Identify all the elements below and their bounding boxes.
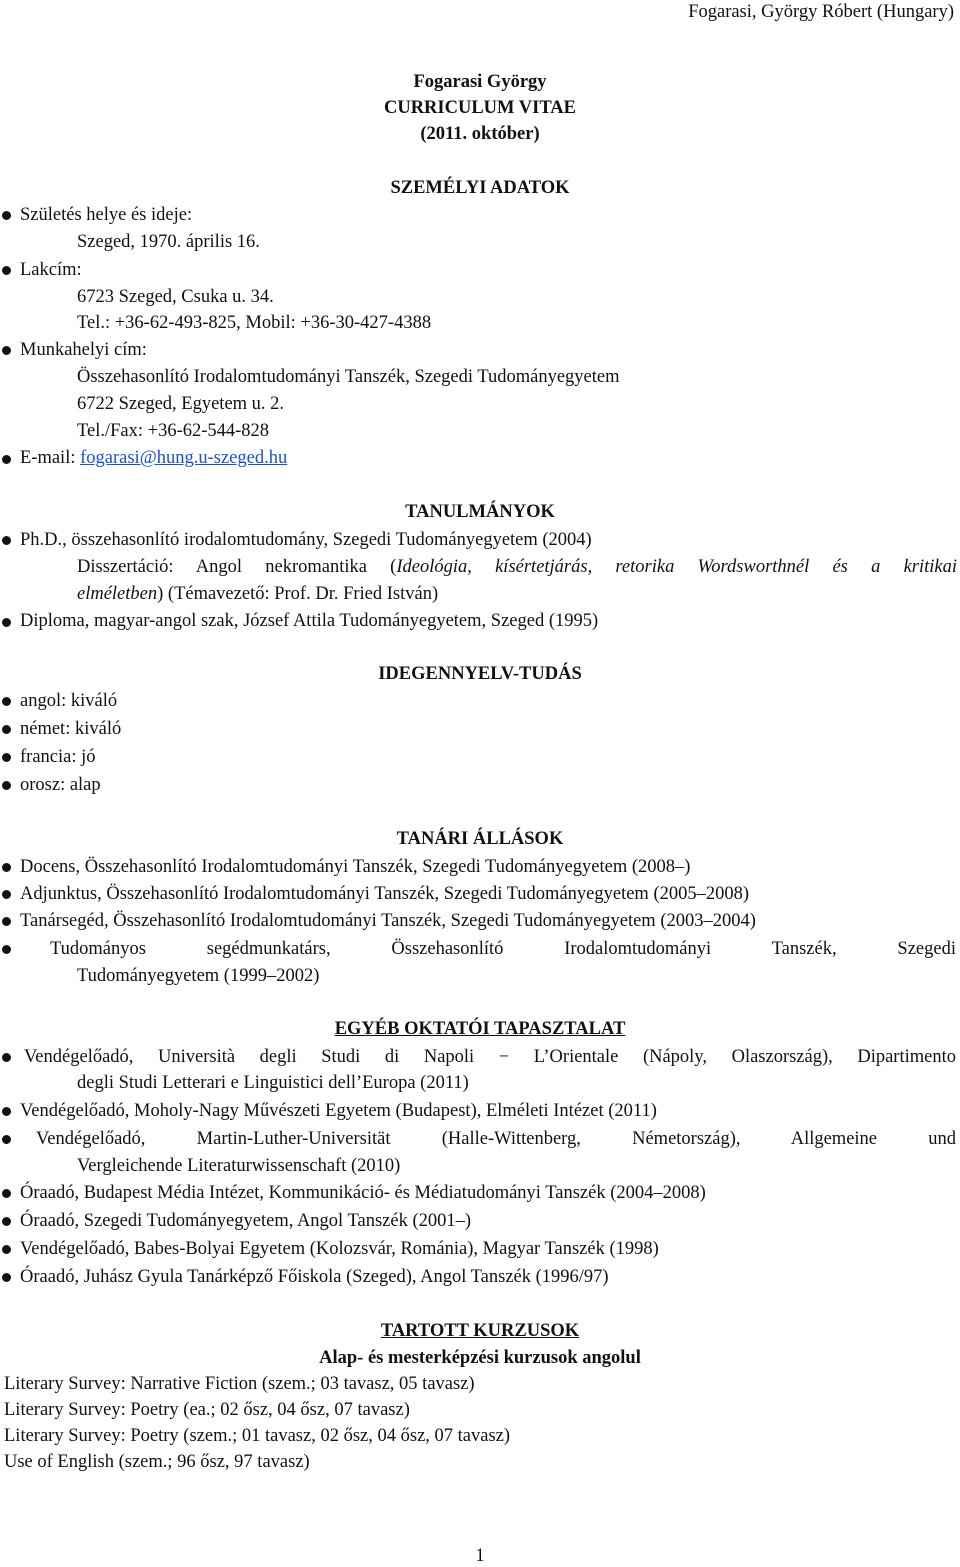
bullet-icon bbox=[2, 697, 11, 706]
section-heading-other-teaching: EGYÉB OKTATÓI TAPASZTALAT bbox=[334, 1019, 626, 1039]
bullet-icon bbox=[2, 1245, 11, 1254]
course-line: Use of English (szem.; 96 ősz, 97 tavasz) bbox=[4, 1452, 310, 1472]
cv-title: CURRICULUM VITAE bbox=[383, 98, 577, 118]
bullet-icon bbox=[2, 266, 11, 275]
cv-date: (2011. október) bbox=[420, 124, 540, 144]
running-header: Fogarasi, György Róbert (Hungary) bbox=[688, 2, 954, 22]
bullet-icon bbox=[2, 346, 11, 355]
bullet-icon bbox=[2, 618, 11, 627]
bullet-icon bbox=[2, 890, 11, 899]
bullet-icon bbox=[2, 455, 11, 464]
bullet-icon bbox=[2, 536, 11, 545]
bullet-icon bbox=[2, 1217, 11, 1226]
bullet-icon bbox=[2, 1107, 11, 1116]
section-heading-personal: SZEMÉLYI ADATOK bbox=[390, 178, 570, 198]
section-heading-teaching: TANÁRI ÁLLÁSOK bbox=[396, 829, 564, 849]
bullet-icon bbox=[2, 1053, 11, 1062]
course-line: Literary Survey: Narrative Fiction (szem.; 03 tavasz, 05 tavasz) bbox=[4, 1374, 475, 1394]
course-line: Literary Survey: Poetry (szem.; 01 tavasz, 02 ősz, 04 ősz, 07 tavasz) bbox=[4, 1426, 511, 1446]
section-heading-studies: TANULMÁNYOK bbox=[405, 502, 555, 522]
dissertation-line: Disszertáció: Angol nekromantika (Ideológia, kísértetjárás, retorika Wordsworthnél és a kritikai bbox=[77, 557, 957, 577]
bullet-icon bbox=[2, 725, 11, 734]
email-label: E-mail: bbox=[20, 448, 81, 468]
bullet-icon bbox=[2, 1135, 11, 1144]
bullet-icon bbox=[2, 917, 11, 926]
email-link[interactable]: fogarasi@hung.u-szeged.hu bbox=[80, 448, 288, 468]
section-heading-languages: IDEGENNYELV-TUDÁS bbox=[378, 664, 582, 684]
bullet-icon bbox=[2, 753, 11, 762]
bullet-icon bbox=[2, 1273, 11, 1282]
bullet-icon bbox=[2, 945, 11, 954]
bullet-icon bbox=[2, 211, 11, 220]
section-heading-courses: TARTOTT KURZUSOK bbox=[380, 1321, 580, 1341]
bullet-icon bbox=[2, 1189, 11, 1198]
bullet-icon bbox=[2, 781, 11, 790]
bullet-icon bbox=[2, 863, 11, 872]
courses-subheading: Alap- és mesterképzési kurzusok angolul bbox=[319, 1348, 641, 1368]
cv-name: Fogarasi György bbox=[413, 72, 547, 92]
page-number: 1 bbox=[475, 1546, 485, 1566]
course-line: Literary Survey: Poetry (ea.; 02 ősz, 04 ősz, 07 tavasz) bbox=[4, 1400, 410, 1420]
